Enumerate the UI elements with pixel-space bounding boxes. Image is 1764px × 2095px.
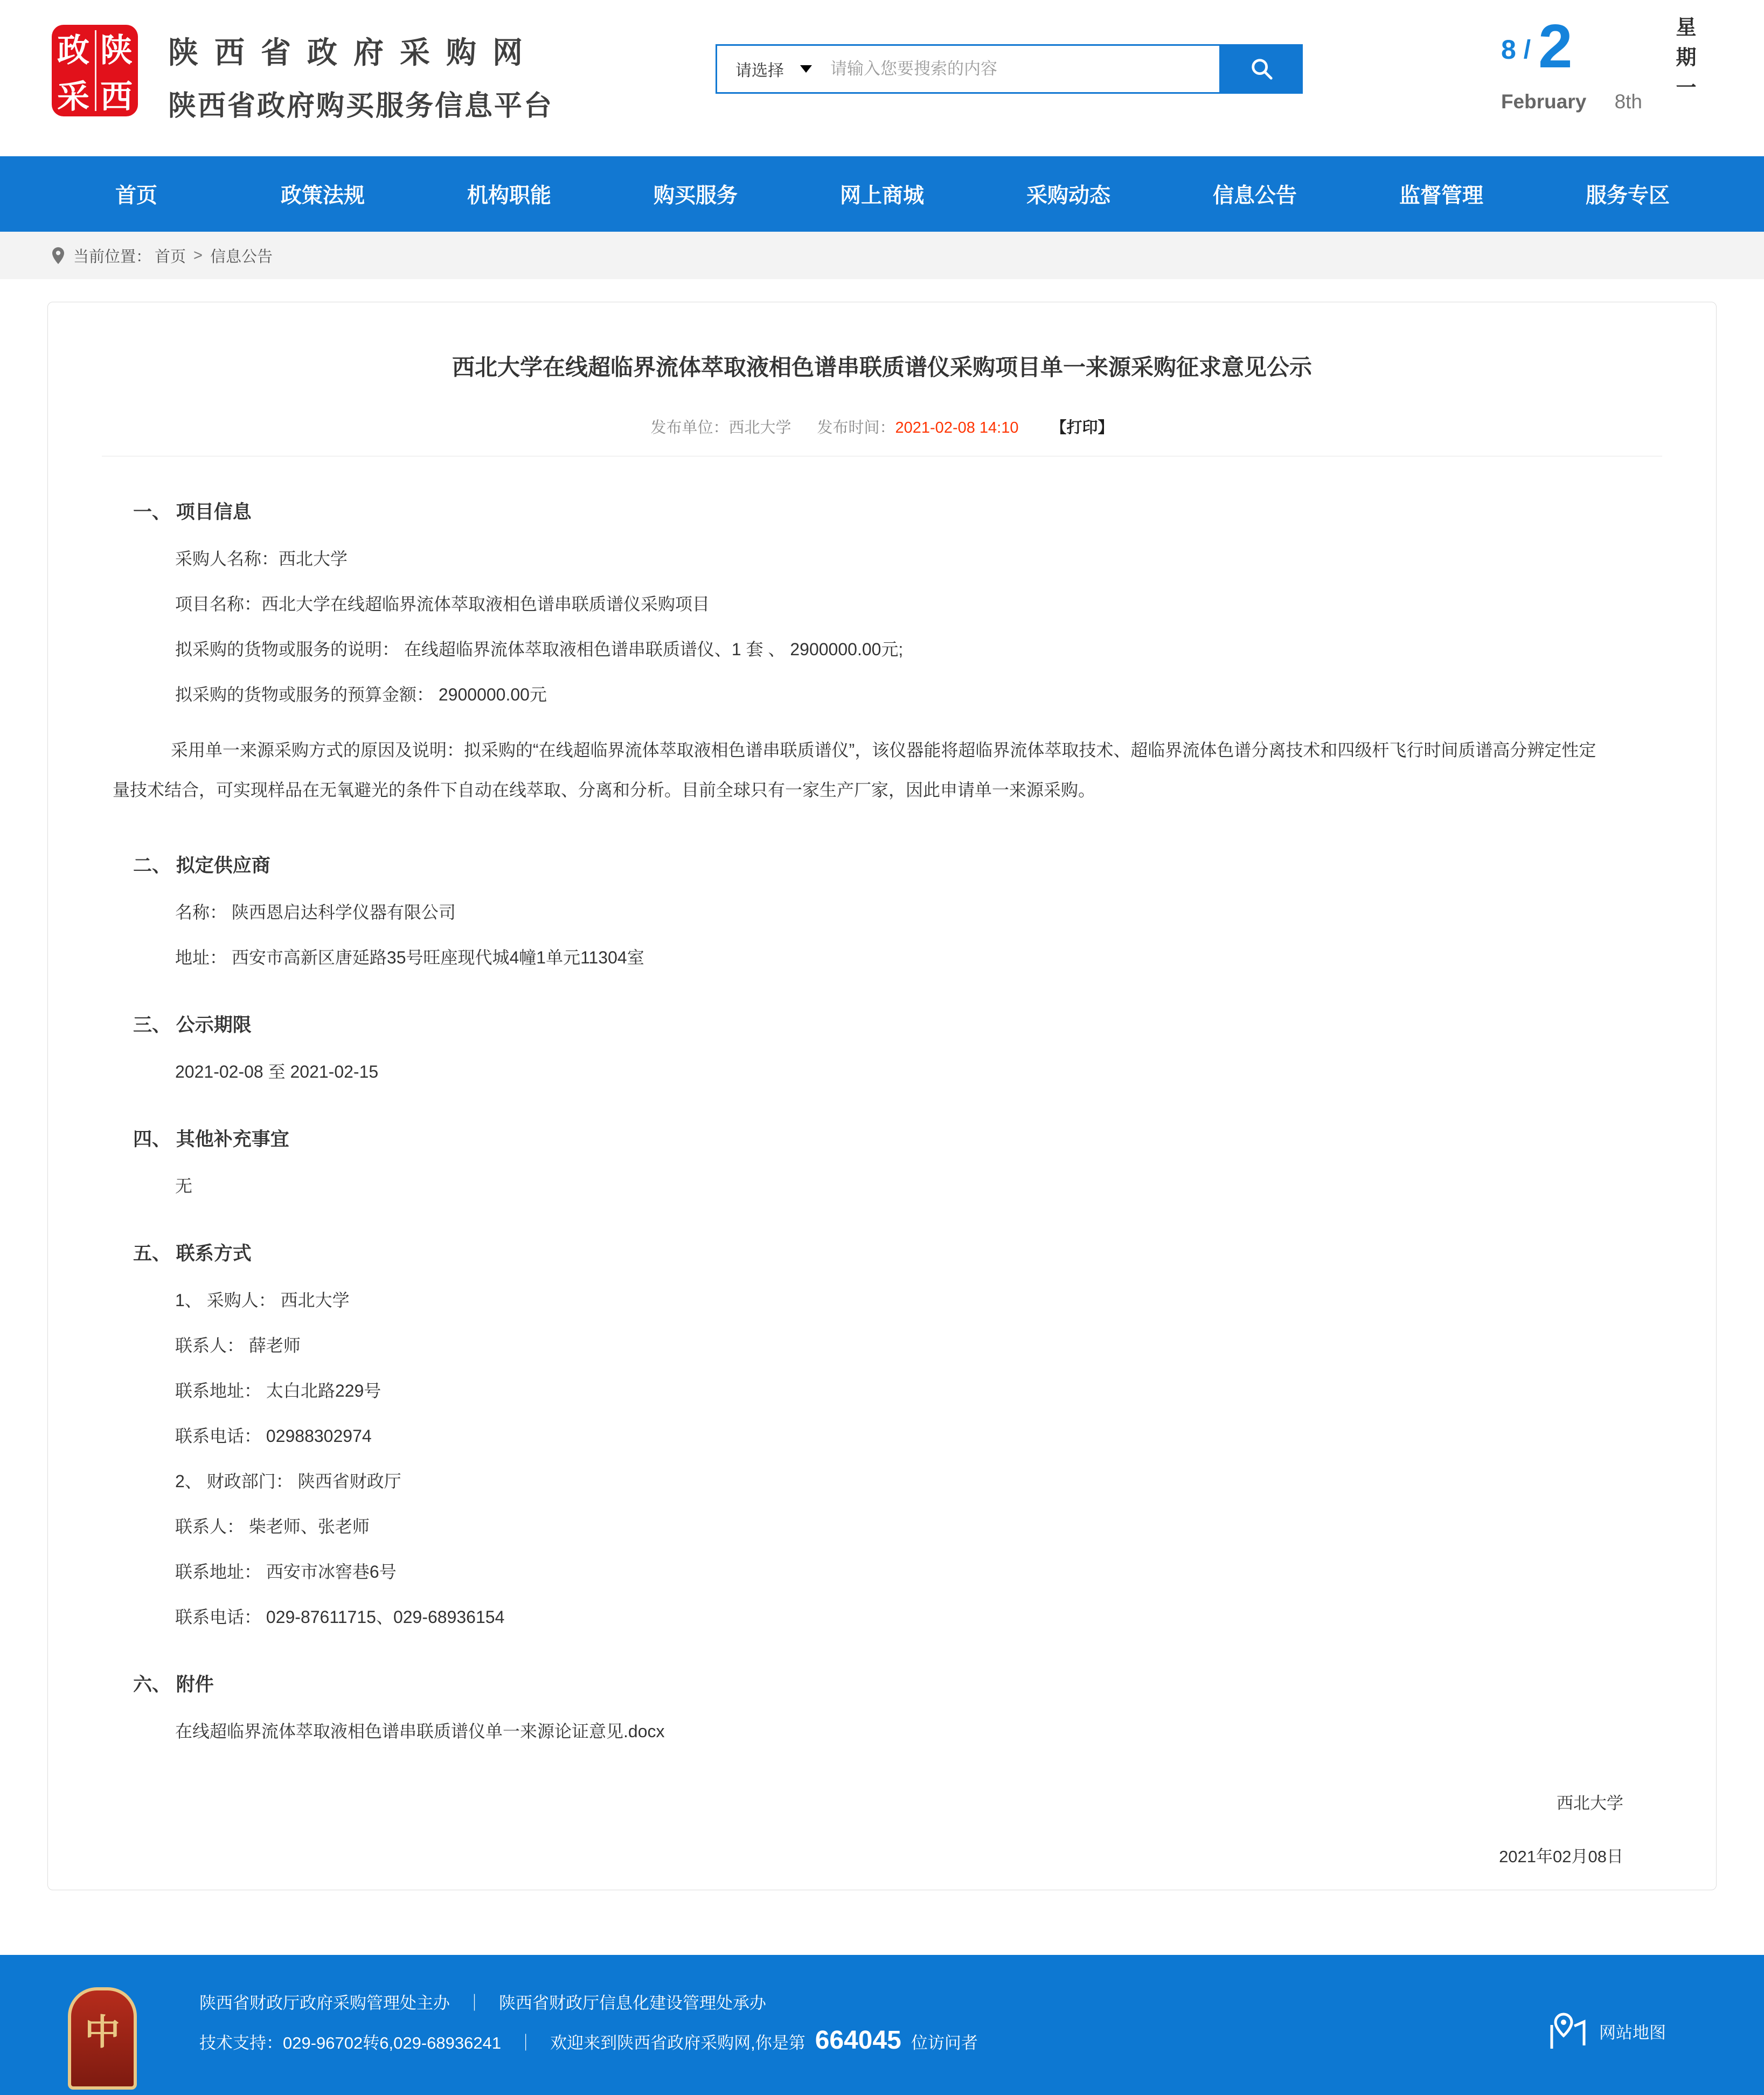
article-meta <box>48 415 1716 438</box>
footer-welcome-suffix: 位访问者 <box>911 2034 978 2052</box>
article-line: 地址： 西安市高新区唐延路35号旺座现代城4幢1单元11304室 <box>175 948 644 967</box>
section-heading-project-info: 一、 项目信息 <box>133 502 252 523</box>
nav-item-policies[interactable]: 政策法规 <box>280 184 365 207</box>
footer-text <box>199 1989 978 2055</box>
date-month-number: 8 <box>1501 34 1516 65</box>
footer-separator: ｜ <box>517 2034 534 2052</box>
attachment-link[interactable]: 在线超临界流体萃取液相色谱串联质谱仪单一来源论证意见.docx <box>175 1722 665 1741</box>
article-line: 联系人： 薛老师 <box>175 1336 301 1355</box>
section-heading-other-matters: 四、 其他补充事宜 <box>133 1129 289 1150</box>
footer-undertaker: 陕西省财政厅信息化建设管理处承办 <box>499 1994 766 2013</box>
nav-item-purchase-services[interactable]: 购买服务 <box>653 184 738 207</box>
nav-item-functions[interactable]: 机构职能 <box>467 184 551 207</box>
article-line: 1、 采购人： 西北大学 <box>175 1291 350 1310</box>
footer-tech-support: 技术支持：029-96702转6,029-68936241 <box>199 2034 502 2052</box>
article-line: 名称： 陕西恩启达科学仪器有限公司 <box>175 903 456 922</box>
seal-char: 采 <box>57 79 89 115</box>
footer-welcome-prefix: 欢迎来到陕西省政府采购网,你是第 <box>550 2034 805 2052</box>
date-weekday: 星期一 <box>1672 16 1695 107</box>
date-separator: / <box>1523 35 1531 64</box>
seal-divider <box>95 30 96 111</box>
page-footer <box>0 1955 1764 2095</box>
nav-item-supervision[interactable]: 监督管理 <box>1399 184 1483 207</box>
publish-time-label: 发布时间： <box>817 419 895 436</box>
footer-organizer-line <box>199 1989 978 2014</box>
article-line: 联系电话： 02988302974 <box>175 1426 372 1446</box>
article-line: 拟采购的货物或服务的预算金额： 2900000.00元 <box>175 685 547 704</box>
caret-down-icon <box>800 65 812 73</box>
page-title: 西北大学在线超临界流体萃取液相色谱串联质谱仪采购项目单一来源采购征求意见公示 <box>452 355 1312 380</box>
article-line: 无 <box>175 1176 193 1196</box>
search-category-label: 请选择 <box>735 62 784 80</box>
date-english <box>1501 91 1642 113</box>
search-input[interactable] <box>830 59 1219 79</box>
site-names <box>168 25 553 123</box>
date-main <box>1501 9 1642 113</box>
section-heading-proposed-supplier: 二、 拟定供应商 <box>133 855 270 876</box>
site-logo[interactable] <box>52 25 553 123</box>
main-nav <box>0 156 1764 232</box>
date-numbers <box>1501 9 1642 91</box>
article-body <box>48 500 1716 1743</box>
footer-support-line <box>199 2025 978 2055</box>
visitor-count: 664045 <box>815 2026 901 2055</box>
signature-block <box>1499 1789 1623 1867</box>
article-line: 拟采购的货物或服务的说明： 在线超临界流体萃取液相色谱串联质谱仪、1 套 、 2900000.00元; <box>175 640 904 659</box>
page-header <box>0 0 1764 156</box>
site-subtitle: 陕西省政府购买服务信息平台 <box>168 91 554 122</box>
date-day-number: 2 <box>1538 12 1573 81</box>
publisher-value: 西北大学 <box>728 419 791 436</box>
single-source-reason-paragraph: 采用单一来源采购方式的原因及说明：拟采购的“在线超临界流体萃取液相色谱串联质谱仪”，该仪器能将超临界流体萃取技术、超临界流体色谱分离技术和四级杆飞行时间质谱高分辨定性定量技术结合，可实现样品在无氧避光的条件下自动在线萃取、分离和分析。目前全球只有一家生产厂家，因此申请单一来源采购。 <box>113 740 1596 800</box>
article-line: 2、 财政部门： 陕西省财政厅 <box>175 1472 401 1491</box>
breadcrumb-label: 当前位置： <box>73 248 152 266</box>
search-category-select[interactable] <box>717 57 830 81</box>
breadcrumb <box>0 232 1764 279</box>
sitemap-label: 网站地图 <box>1599 2023 1666 2042</box>
date-day-ordinal: 8th <box>1614 91 1642 113</box>
breadcrumb-home-link[interactable]: 首页 <box>155 248 186 266</box>
date-widget <box>1501 9 1735 113</box>
seal-char: 西 <box>100 79 133 115</box>
search-box <box>716 44 1221 94</box>
search-bar <box>716 44 1303 94</box>
article-line: 联系电话： 029-87611715、029-68936154 <box>175 1607 505 1627</box>
breadcrumb-separator: > <box>193 246 203 264</box>
sitemap-link[interactable] <box>1547 2011 1666 2051</box>
sitemap-icon <box>1547 2011 1587 2051</box>
article-line: 联系人： 柴老师、张老师 <box>175 1517 370 1536</box>
nav-item-announcements[interactable]: 信息公告 <box>1212 184 1297 207</box>
article-line: 联系地址： 西安市冰窖巷6号 <box>175 1562 397 1581</box>
emblem-glyph: 中 <box>85 2013 120 2052</box>
publish-time-value: 2021-02-08 14:10 <box>895 419 1019 436</box>
nav-item-online-mall[interactable]: 网上商城 <box>839 184 924 207</box>
site-title: 陕西省政府采购网 <box>168 36 539 70</box>
article-line: 2021-02-08 至 2021-02-15 <box>175 1062 379 1081</box>
seal-char: 政 <box>57 32 89 68</box>
search-icon <box>1249 57 1274 81</box>
print-button[interactable]: 【打印】 <box>1051 419 1114 436</box>
signature-org: 西北大学 <box>1557 1794 1623 1813</box>
section-heading-attachments: 六、 附件 <box>133 1674 214 1695</box>
search-button[interactable] <box>1221 44 1303 94</box>
nav-item-service-zone[interactable]: 服务专区 <box>1585 184 1670 207</box>
breadcrumb-current: 信息公告 <box>210 248 273 266</box>
section-heading-contact-info: 五、 联系方式 <box>133 1243 252 1264</box>
date-month-name: February <box>1501 91 1587 113</box>
article-line: 采购人名称：西北大学 <box>175 549 348 568</box>
nav-item-procurement-news[interactable]: 采购动态 <box>1026 184 1110 207</box>
seal-char: 陕 <box>100 32 133 68</box>
site-seal-icon <box>52 25 138 116</box>
finance-emblem-icon <box>68 1987 137 2090</box>
article-line: 联系地址： 太白北路229号 <box>175 1381 381 1400</box>
signature-date: 2021年02月08日 <box>1499 1847 1623 1866</box>
publisher-label: 发布单位： <box>650 419 729 436</box>
section-heading-publicity-period: 三、 公示期限 <box>133 1015 252 1036</box>
article-line: 项目名称：西北大学在线超临界流体萃取液相色谱串联质谱仪采购项目 <box>175 594 710 614</box>
location-pin-icon <box>52 247 65 265</box>
nav-item-home[interactable]: 首页 <box>115 184 157 207</box>
announcement-panel <box>47 302 1717 1890</box>
footer-organizer: 陕西省财政厅政府采购管理处主办 <box>199 1994 450 2013</box>
footer-separator: ｜ <box>466 1994 483 2013</box>
